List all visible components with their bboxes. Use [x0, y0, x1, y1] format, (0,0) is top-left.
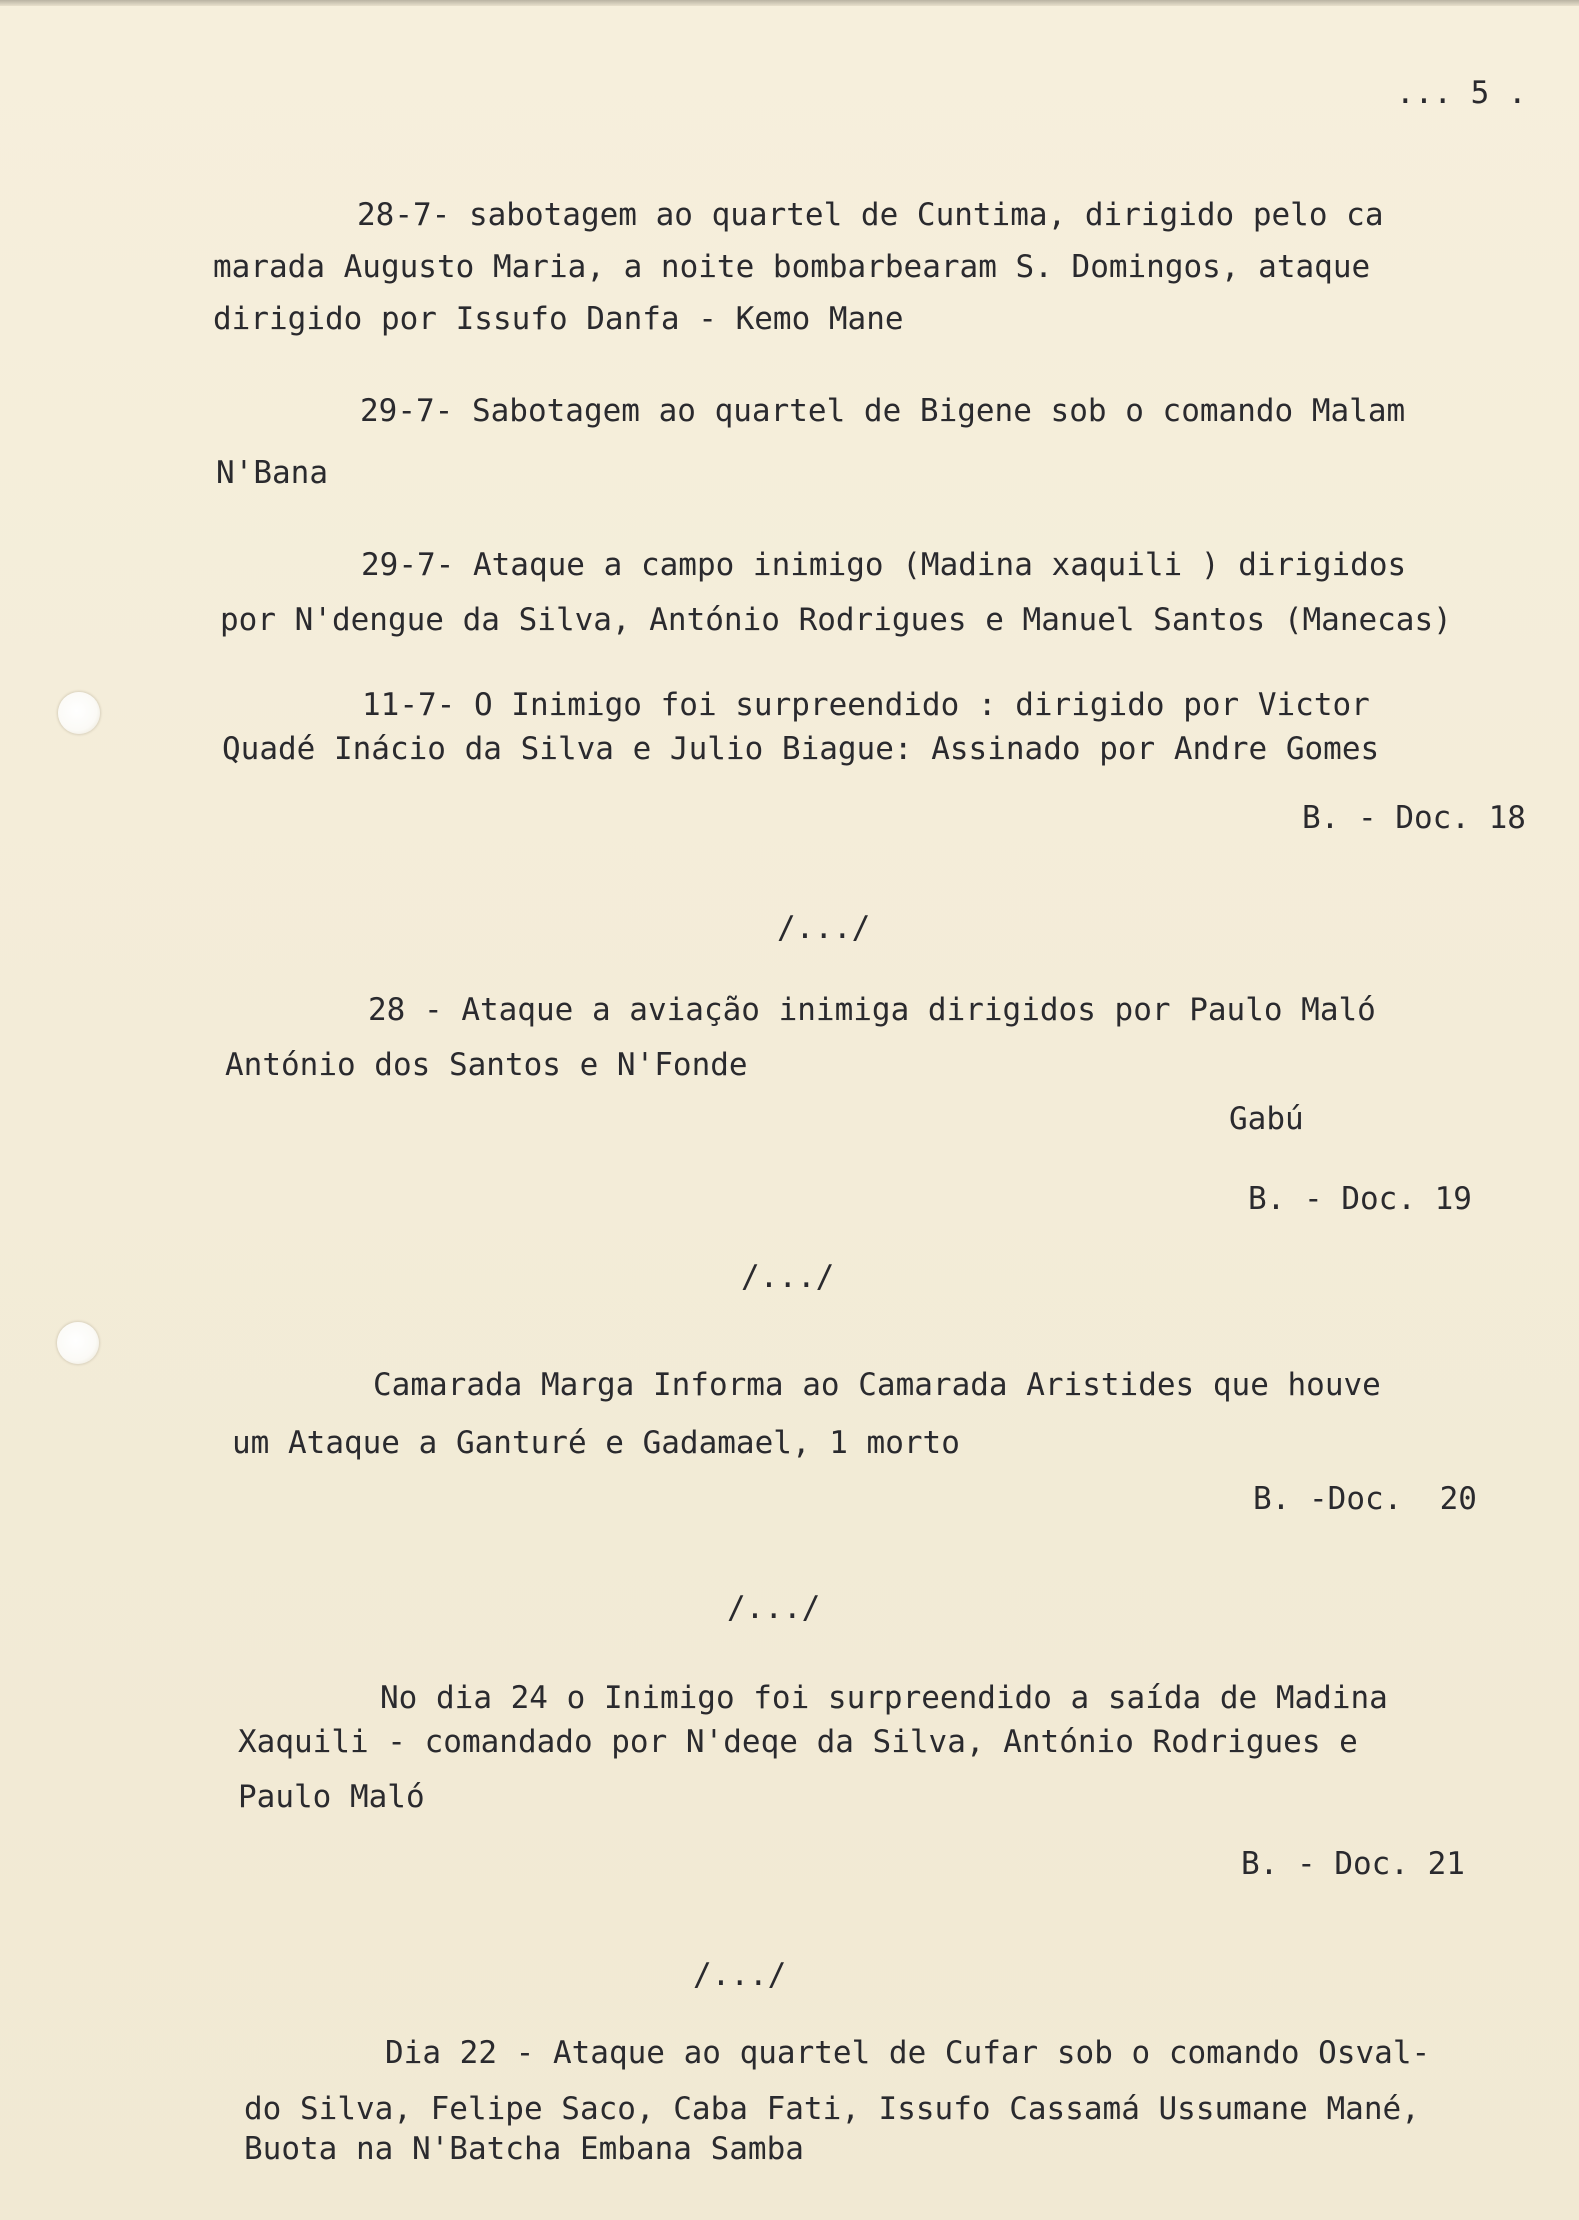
entry-1-line-3: dirigido por Issufo Danfa - Kemo Mane [213, 301, 904, 337]
punch-hole-top [58, 692, 100, 734]
entry-7-line-1: No dia 24 o Inimigo foi surpreendido a saída de Madina [380, 1680, 1388, 1716]
place-gabu: Gabú [1229, 1101, 1304, 1137]
entry-4-line-2: Quadé Inácio da Silva e Julio Biague: Assinado por Andre Gomes [222, 731, 1380, 767]
page-number: ... 5 . [1396, 75, 1527, 111]
paper-top-edge [0, 0, 1579, 6]
doc-ref-19: B. - Doc. 19 [1248, 1181, 1472, 1217]
separator-4: /.../ [693, 1957, 787, 1993]
entry-8-line-1: Dia 22 - Ataque ao quartel de Cufar sob o comando Osval- [385, 2035, 1431, 2071]
separator-2: /.../ [741, 1259, 835, 1295]
separator-3: /.../ [727, 1590, 821, 1626]
entry-8-line-3: Buota na N'Batcha Embana Samba [244, 2131, 804, 2167]
entry-2-line-1: 29-7- Sabotagem ao quartel de Bigene sob o comando Malam [360, 393, 1406, 429]
entry-8-line-2: do Silva, Felipe Saco, Caba Fati, Issufo Cassamá Ussumane Mané, [244, 2091, 1420, 2127]
doc-ref-20: B. -Doc. 20 [1253, 1481, 1477, 1517]
entry-3-line-1: 29-7- Ataque a campo inimigo (Madina xaquili ) dirigidos [361, 547, 1407, 583]
entry-4-line-1: 11-7- O Inimigo foi surpreendido : dirigido por Victor [362, 687, 1370, 723]
entry-7-line-3: Paulo Maló [238, 1779, 425, 1815]
entry-6-line-2: um Ataque a Ganturé e Gadamael, 1 morto [232, 1425, 960, 1461]
entry-1-line-2: marada Augusto Maria, a noite bombarbearam S. Domingos, ataque [213, 249, 1371, 285]
punch-hole-bottom [57, 1322, 99, 1364]
entry-5-line-2: António dos Santos e N'Fonde [225, 1047, 748, 1083]
entry-1-line-1: 28-7- sabotagem ao quartel de Cuntima, dirigido pelo ca [357, 197, 1384, 233]
entry-3-line-2: por N'dengue da Silva, António Rodrigues e Manuel Santos (Manecas) [220, 602, 1452, 638]
entry-7-line-2: Xaquili - comandado por N'deqe da Silva, António Rodrigues e [238, 1724, 1358, 1760]
entry-2-line-2: N'Bana [216, 455, 328, 491]
doc-ref-18: B. - Doc. 18 [1302, 800, 1526, 836]
separator-1: /.../ [777, 910, 871, 946]
doc-ref-21: B. - Doc. 21 [1241, 1846, 1465, 1882]
entry-5-line-1: 28 - Ataque a aviação inimiga dirigidos por Paulo Maló [368, 992, 1376, 1028]
entry-6-line-1: Camarada Marga Informa ao Camarada Aristides que houve [373, 1367, 1381, 1403]
